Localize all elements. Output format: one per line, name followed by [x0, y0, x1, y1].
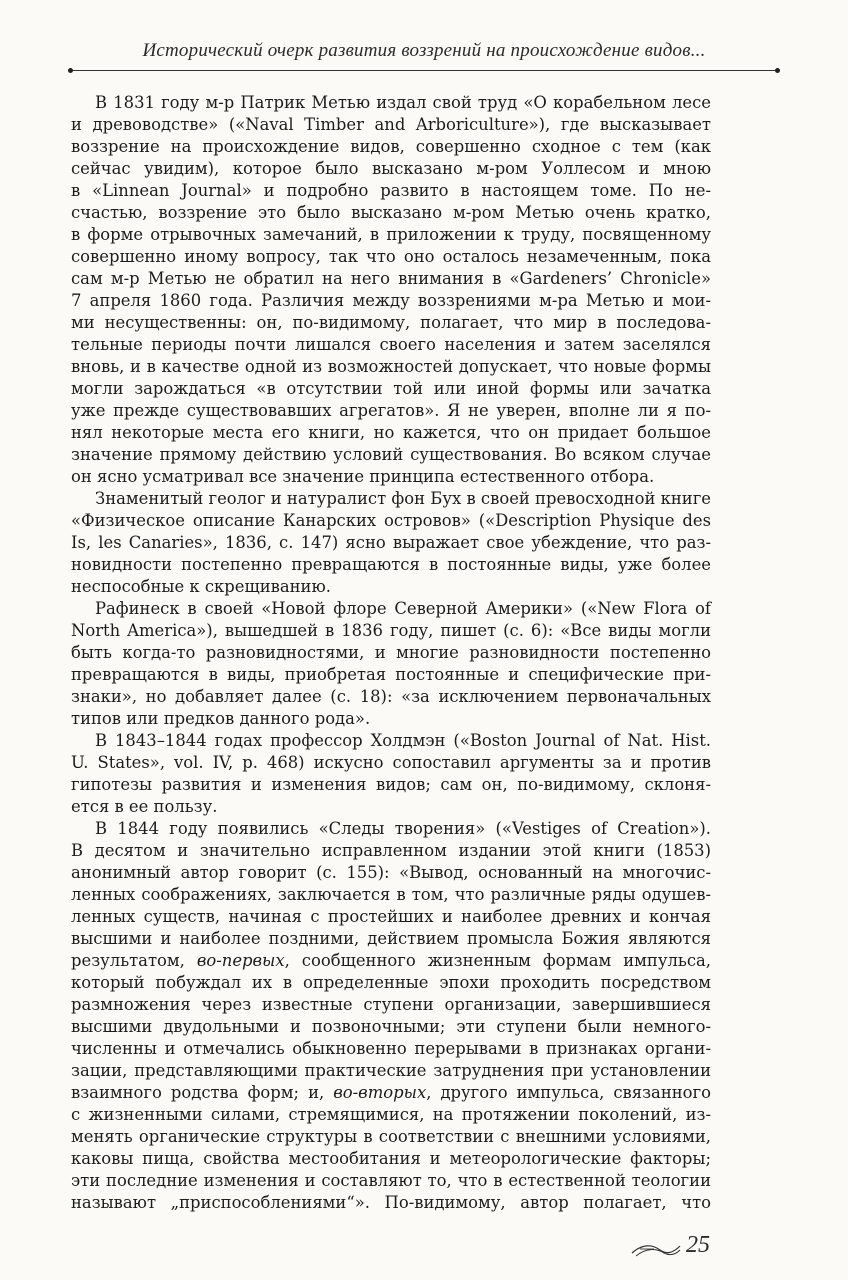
text-segment: каковы пища, свойства местообитания и метеорологические факторы;: [71, 1149, 711, 1168]
text-segment: уже прежде существовавших агрегатов». Я не уверен, вполне ли я по-: [71, 401, 711, 420]
page-number: 25: [686, 1232, 710, 1258]
text-line: [71, 1016, 711, 1038]
text-segment: 7 апреля 1860 года. Различия между воззрениями м-ра Метью и мои-: [71, 291, 711, 310]
text-line: [71, 774, 711, 796]
text-line: [71, 268, 711, 290]
text-line: [71, 1082, 711, 1104]
header-rule: [70, 70, 778, 71]
text-segment: размножения через известные ступени организации, завершившиеся: [71, 995, 711, 1014]
text-line: [71, 730, 711, 752]
text-segment: превращаются в виды, приобретая постоянные и специфические при-: [71, 665, 711, 684]
text-line: [71, 422, 711, 444]
text-segment: ленных соображениях, заключается в том, что различные ряды одушев-: [71, 885, 711, 904]
text-segment: ми несущественны: он, по-видимому, полагает, что мир в последова-: [71, 313, 711, 332]
text-line: [71, 1038, 711, 1060]
text-segment: совершенно иному вопросу, так что оно осталось незамеченным, пока: [71, 247, 711, 266]
text-line: [71, 224, 711, 246]
text-line: [71, 1148, 711, 1170]
text-segment: ленных существ, начиная с простейших и наиболее древних и кончая: [71, 907, 711, 926]
text-line: [71, 906, 711, 928]
text-segment: быть когда-то разновидностями, и многие разновидности постепенно: [71, 643, 711, 662]
text-segment: , сообщенного жизненным формам импульса,: [284, 951, 711, 970]
text-line: [71, 400, 711, 422]
text-line: [71, 114, 711, 136]
text-line: [71, 356, 711, 378]
text-segment: , другого импульса, связанного: [426, 1083, 711, 1102]
text-line: [71, 444, 711, 466]
text-segment: и древоводстве» («Naval Timber and Arboriculture»), где высказывает: [71, 115, 711, 134]
text-segment: В 1843–1844 годах профессор Холдмэн («Boston Journal of Nat. Hist.: [95, 731, 711, 750]
text-line: [71, 686, 711, 708]
text-segment: высшими и наиболее поздними, действием промысла Божия являются: [71, 929, 711, 948]
text-segment: эти последние изменения и составляют то, что в естественной теологии: [71, 1171, 711, 1190]
text-segment: Рафинеск в своей «Новой флоре Северной Америки» («New Flora of: [95, 599, 711, 618]
text-line: [71, 246, 711, 268]
text-segment: в форме отрывочных замечаний, в приложении к труду, посвященному: [71, 225, 711, 244]
text-line: [71, 884, 711, 906]
body-text: [71, 92, 711, 1214]
text-line: [71, 664, 711, 686]
text-segment: В 1831 году м-р Патрик Метью издал свой труд «О корабельном лесе: [95, 93, 711, 112]
text-segment: ется в ее пользу.: [71, 797, 218, 816]
text-line: [71, 796, 711, 818]
text-line: [71, 994, 711, 1016]
text-line: [71, 488, 711, 510]
text-line: [71, 1104, 711, 1126]
text-line: [71, 1060, 711, 1082]
text-segment: нял некоторые места его книги, но кажется, что он придает большое: [71, 423, 711, 442]
text-line: [71, 1192, 711, 1214]
text-line: [71, 180, 711, 202]
text-line: [71, 378, 711, 400]
text-segment: могли зарождаться «в отсутствии той или иной формы или зачатка: [71, 379, 711, 398]
text-segment: взаимного родства форм; и,: [71, 1083, 334, 1102]
text-line: [71, 928, 711, 950]
text-line: [71, 532, 711, 554]
text-segment: с жизненными силами, стремящимися, на протяжении поколений, из-: [71, 1105, 711, 1124]
text-segment: значение прямому действию условий существования. Во всяком случае: [71, 445, 711, 464]
text-segment: гипотезы развития и изменения видов; сам он, по-видимому, склоня-: [71, 775, 711, 794]
text-line: [71, 708, 711, 730]
text-segment: высшими двудольными и позвоночными; эти ступени были немного-: [71, 1017, 711, 1036]
text-segment: неспособные к скрещиванию.: [71, 577, 331, 596]
text-segment: зации, представляющими практические затруднения при установлении: [71, 1061, 711, 1080]
text-segment: знаки», но добавляет далее (с. 18): «за исключением первоначальных: [71, 687, 711, 706]
text-line: [71, 1126, 711, 1148]
italic-text: во-вторых: [333, 1083, 427, 1102]
text-line: [71, 818, 711, 840]
text-segment: «Физическое описание Канарских островов» («Description Physique des: [71, 511, 711, 530]
text-segment: U. States», vol. IV, p. 468) искусно сопоставил аргументы за и против: [71, 753, 711, 772]
text-segment: В 1844 году появились «Следы творения» («Vestiges of Creation»).: [95, 819, 711, 838]
text-line: [71, 92, 711, 114]
running-head: Исторический очерк развития воззрений на происхождение видов...: [142, 40, 706, 61]
text-segment: менять органические структуры в соответствии с внешними условиями,: [71, 1127, 711, 1146]
text-segment: Знаменитый геолог и натуралист фон Бух в своей превосходной книге: [95, 489, 711, 508]
text-segment: сам м-р Метью не обратил на него внимания в «Gardeners’ Chronicle»: [71, 269, 711, 288]
text-line: [71, 862, 711, 884]
text-segment: новидности постепенно превращаются в постоянные виды, уже более: [71, 555, 711, 574]
text-line: [71, 642, 711, 664]
text-line: [71, 158, 711, 180]
text-segment: типов или предков данного рода».: [71, 709, 371, 728]
rule-end-dot: [68, 68, 73, 73]
text-segment: сейчас увидим), которое было высказано м-ром Уоллесом и мною: [71, 159, 711, 178]
text-segment: численны и отмечались обыкновенно перерывами в признаках органи-: [71, 1039, 711, 1058]
text-segment: вновь, и в качестве одной из возможностей допускает, что новые формы: [71, 357, 711, 376]
text-segment: результатом,: [71, 951, 197, 970]
text-line: [71, 972, 711, 994]
text-segment: North America»), вышедшей в 1836 году, пишет (с. 6): «Все виды могли: [71, 621, 711, 640]
text-line: [71, 466, 711, 488]
text-segment: он ясно усматривал все значение принципа естественного отбора.: [71, 467, 655, 486]
text-line: [71, 1170, 711, 1192]
text-segment: анонимный автор говорит (с. 155): «Вывод, основанный на многочис-: [71, 863, 711, 882]
text-segment: Is, les Canaries», 1836, с. 147) ясно выражает свое убеждение, что раз-: [71, 533, 711, 552]
text-line: [71, 576, 711, 598]
text-line: [71, 950, 711, 972]
text-line: [71, 840, 711, 862]
text-segment: тельные периоды почти лишался своего населения и затем заселялся: [71, 335, 711, 354]
text-segment: воззрение на происхождение видов, совершенно сходное с тем (как: [71, 137, 711, 156]
text-segment: В десятом и значительно исправленном издании этой книги (1853): [71, 841, 711, 860]
rule-end-dot: [775, 68, 780, 73]
italic-text: во-первых: [196, 951, 285, 970]
text-line: [71, 334, 711, 356]
text-segment: называют „приспособлениями“». По-видимому, автор полагает, что: [71, 1193, 711, 1212]
text-line: [71, 312, 711, 334]
flourish-ornament-icon: [630, 1240, 682, 1258]
text-segment: счастью, воззрение это было высказано м-ром Метью очень кратко,: [71, 203, 711, 222]
text-line: [71, 136, 711, 158]
text-line: [71, 620, 711, 642]
text-line: [71, 752, 711, 774]
text-line: [71, 510, 711, 532]
text-segment: который побуждал их в определенные эпохи проходить посредством: [71, 973, 711, 992]
text-line: [71, 290, 711, 312]
text-line: [71, 598, 711, 620]
text-segment: в «Linnean Journal» и подробно развито в настоящем томе. По не-: [71, 181, 711, 200]
text-line: [71, 554, 711, 576]
text-line: [71, 202, 711, 224]
